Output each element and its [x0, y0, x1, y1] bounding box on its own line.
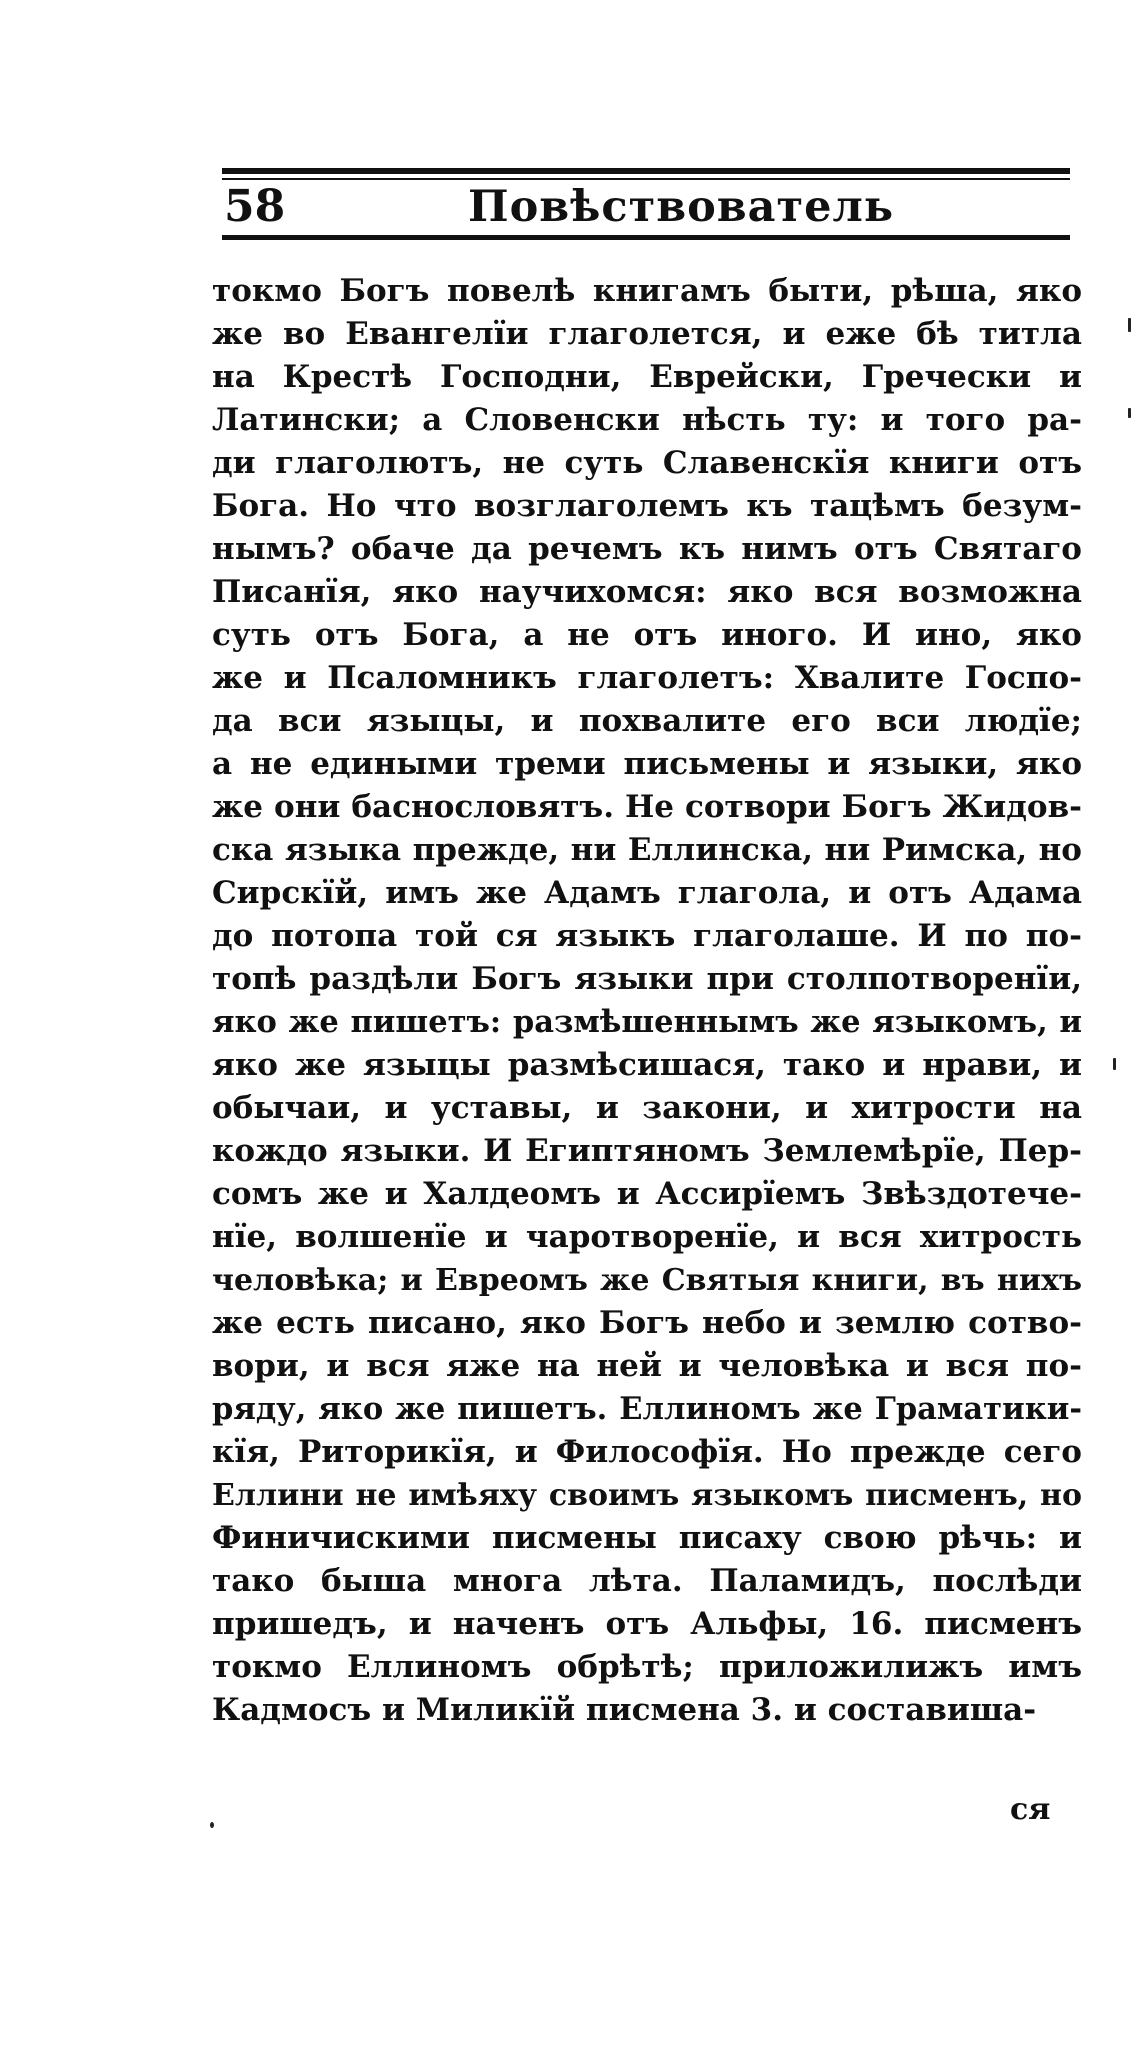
text-line: Сирскїй, имъ же Адамъ глагола, и отъ Адама — [212, 875, 1082, 911]
text-line: ряду, яко же пишетъ. Еллиномъ же Граматики- — [212, 1391, 1082, 1427]
text-line: же во Евангелїи глаголется, и еже бѣ титла — [212, 316, 1082, 352]
text-line: же есть писано, яко Богъ небо и землю сотво- — [212, 1305, 1082, 1341]
text-line: Кадмосъ и Миликїй писмена 3. и составиша- — [212, 1692, 1037, 1728]
header-rule-top — [222, 168, 1070, 174]
header-rule-top-thin — [222, 178, 1070, 180]
running-head: Повѣствователь — [468, 182, 895, 232]
text-line: топѣ раздѣли Богъ языки при столпотворенїи, — [212, 961, 1082, 997]
text-line: же они баснословятъ. Не сотвори Богъ Жидов- — [212, 789, 1082, 825]
text-line: Финичискими писмены писаху свою рѣчь: и — [212, 1520, 1082, 1556]
text-line: же и Псаломникъ глаголетъ: Хвалите Госпо- — [212, 660, 1082, 696]
text-line: да вси языцы, и похвалите его вси людїе; — [212, 703, 1082, 739]
text-line: а не едиными треми письмены и языки, яко — [212, 746, 1082, 782]
text-line: токмо Богъ повелѣ книгамъ быти, рѣша, яко — [212, 273, 1082, 309]
text-line: до потопа той ся языкъ глаголаше. И по по- — [212, 918, 1082, 954]
text-line: Писанїя, яко научихомся: яко вся возможна — [212, 574, 1082, 610]
text-line: токмо Еллиномъ обрѣтѣ; приложилижъ имъ — [212, 1649, 1082, 1685]
text-line: ска языка прежде, ни Еллинска, ни Римска, но — [212, 832, 1082, 868]
text-line: вори, и вся яже на ней и человѣка и вся по- — [212, 1348, 1082, 1384]
scan-speck — [210, 1822, 214, 1828]
text-line: нымъ? обаче да речемъ къ нимъ отъ Святаго — [212, 531, 1082, 567]
text-line: Бога. Но что возглаголемъ къ тацѣмъ безум- — [212, 488, 1082, 524]
text-line: обычаи, и уставы, и закони, и хитрости на — [212, 1090, 1082, 1126]
text-line: яко же пишетъ: размѣшеннымъ же языкомъ, и — [212, 1004, 1082, 1040]
text-line: кождо языки. И Египтяномъ Землемѣрїе, Пер- — [212, 1133, 1082, 1169]
text-line: ди глаголютъ, не суть Славенскїя книги отъ — [212, 445, 1082, 481]
header-rule-bottom — [222, 235, 1070, 240]
scan-speck — [1128, 318, 1131, 332]
text-line: кїя, Риторикїя, и Философїя. Но прежде сего — [212, 1434, 1082, 1470]
text-line: суть отъ Бога, а не отъ иного. И ино, яко — [212, 617, 1082, 653]
text-line: нїе, волшенїе и чаротворенїе, и вся хитрость — [212, 1219, 1082, 1255]
page-number: 58 — [224, 181, 286, 232]
catchword: ся — [1010, 1792, 1051, 1827]
text-line: тако быша многа лѣта. Паламидъ, послѣди — [212, 1563, 1082, 1599]
text-line: человѣка; и Евреомъ же Святыя книги, въ нихъ — [212, 1263, 1082, 1298]
text-line: Латински; а Словенски нѣсть ту: и того ра- — [212, 402, 1082, 438]
body-text — [212, 270, 1082, 1732]
text-line: на Крестѣ Господни, Еврейски, Гречески и — [212, 359, 1082, 395]
text-line: сомъ же и Халдеомъ и Ассирїемъ Звѣздотече- — [212, 1176, 1082, 1212]
scan-speck — [1128, 408, 1131, 418]
text-line: яко же языцы размѣсишася, тако и нрави, и — [212, 1047, 1082, 1083]
scan-speck — [1113, 1058, 1116, 1070]
text-line: пришедъ, и наченъ отъ Альфы, 16. писменъ — [212, 1606, 1082, 1642]
text-line: Еллини не имѣяху своимъ языкомъ писменъ, но — [212, 1478, 1082, 1513]
